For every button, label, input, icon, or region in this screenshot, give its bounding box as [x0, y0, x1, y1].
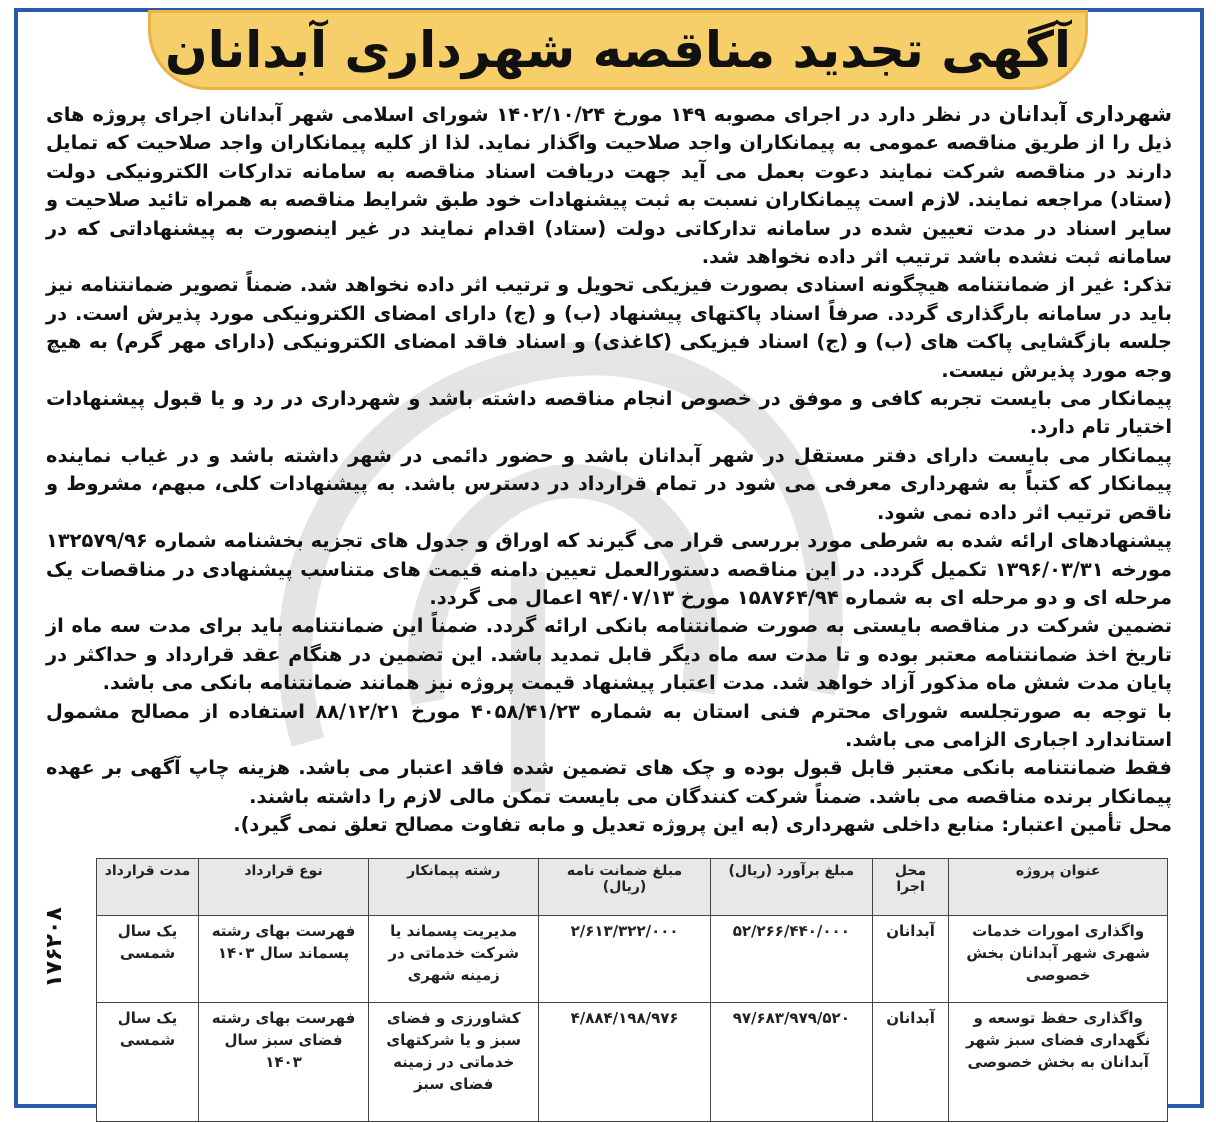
serial-number — [34, 882, 74, 1012]
header-type: نوع قرارداد — [199, 859, 369, 916]
cell-type: فهرست بهای رشته فضای سبز سال ۱۴۰۳ — [199, 1003, 369, 1122]
intro-paragraph — [46, 100, 1172, 271]
header-duration: مدت قرارداد — [97, 859, 199, 916]
table-header-row — [97, 859, 1168, 916]
paragraph-analysis: پیشنهادهای ارائه شده به شرطی مورد بررسی قرار می گیرند که اوراق و جدول های تجزیه بخشنامه شماره ۱۳۲۵۷۹/۹۶ مورخه ۱۳۹۶/۰۳/۳۱ تکمیل گردد. در این مناقصه دستورالعمل تعیین دامنه قیمت های متناسب پیشنهادی در مناقصات یک مرحله ای و دو مرحله ای به شماره ۱۵۸۷۶۴/۹۴ مورخ ۹۴/۰۷/۱۳ اعمال می گردد. — [46, 529, 1173, 609]
header-title: عنوان پروژه — [949, 859, 1168, 916]
cell-estimate: ۹۷/۶۸۳/۹۷۹/۵۲۰ — [710, 1003, 872, 1122]
advertisement-frame — [14, 8, 1204, 1108]
cell-guarantee: ۴/۸۸۴/۱۹۸/۹۷۶ — [539, 1003, 710, 1122]
intro-lead: شهرداری آبدانان — [998, 102, 1172, 126]
cell-duration: یک سال شمسی — [97, 916, 199, 1003]
cell-title: واگذاری امورات خدمات شهری شهر آبدانان بخش خصوصی — [949, 916, 1168, 1003]
cell-place: آبدانان — [872, 1003, 949, 1122]
serial-number-text: ۱۷۶۲۰۸ — [41, 906, 67, 988]
cell-place: آبدانان — [872, 916, 949, 1003]
paragraph-office: پیمانکار می بایست دارای دفتر مستقل در شهر آبدانان باشد و حضور دائمی در شهر داشته باشد و در غیاب نماینده پیمانکار که کتباً به شهرداری معرفی می شود در تمام قرارداد در دسترس باشد. به پیشنهادات کلی، مبهم، مشروط و ناقص ترتیب اثر داده نمی شود. — [46, 443, 1172, 524]
paragraph-bank-guarantee: فقط ضمانتنامه بانکی معتبر قابل قبول بوده و چک های تضمین شده فاقد اعتبار می باشد. هزینه چاپ آگهی بر عهده پیمانکار برنده مناقصه می باشد. ضمناً شرکت کنندگان می بایست تمکن مالی لازم را داشته باشند. — [46, 756, 1172, 808]
announcement-body — [46, 100, 1172, 840]
cell-title: واگذاری حفظ توسعه و نگهداری فضای سبز شهر آبدانان به بخش خصوصی — [949, 1003, 1168, 1122]
cell-duration: یک سال شمسی — [97, 1003, 199, 1122]
header-guarantee: مبلغ ضمانت نامه (ریال) — [539, 859, 710, 916]
header-place: محل اجرا — [872, 859, 949, 916]
paragraph-experience: پیمانکار می بایست تجربه کافی و موفق در خصوص انجام مناقصه داشته باشد و شهرداری در رد و یا قبول پیشنهادات اختیار تام دارد. — [46, 387, 1172, 439]
cell-type: فهرست بهای رشته پسماند سال ۱۴۰۳ — [199, 916, 369, 1003]
cell-field: مدیریت پسماند یا شرکت خدماتی در زمینه شهری — [369, 916, 539, 1003]
table-row — [97, 1003, 1168, 1122]
paragraph-funding: محل تأمین اعتبار: منابع داخلی شهرداری (به این پروژه تعدیل و مابه تفاوت مصالح تعلق نمی گیرد). — [233, 813, 1172, 837]
cell-guarantee: ۲/۶۱۳/۳۲۲/۰۰۰ — [539, 916, 710, 1003]
projects-table — [96, 858, 1168, 1122]
paragraph-guarantee: تضمین شرکت در مناقصه بایستی به صورت ضمانتنامه بانکی ارائه گردد. ضمناً این ضمانتنامه باید برای مدت سه ماه از تاریخ اخذ ضمانتنامه معتبر بوده و تا مدت سه ماه دیگر قابل تمدید باشد. این تضمین در هنگام عقد قرارداد و حداکثر در پایان مدت شش ماه مذکور آزاد خواهد شد. مدت اعتبار پیشنهاد قیمت پروژه نیز همانند ضمانتنامه بانکی می باشد. — [46, 614, 1172, 695]
cell-field: کشاورزی و فضای سبز و یا شرکتهای خدماتی در زمینه فضای سبز — [369, 1003, 539, 1122]
paragraph-standards: با توجه به صورتجلسه شورای محترم فنی استان به شماره ۴۰۵۸/۴۱/۲۳ مورخ ۸۸/۱۲/۲۱ استفاده از مصالح مشمول استاندارد اجباری الزامی می باشد. — [46, 699, 1172, 751]
header-field: رشته پیمانکار — [369, 859, 539, 916]
cell-estimate: ۵۲/۲۶۶/۴۴۰/۰۰۰ — [710, 916, 872, 1003]
paragraph-note: تذکر: غیر از ضمانتنامه هیچگونه اسنادی بصورت فیزیکی تحویل و ترتیب اثر داده نخواهد شد. ضمناً تصویر ضمانتنامه نیز باید در سامانه بارگذاری گردد. صرفاً اسناد پاکتهای پیشنهاد (ب) و (ج) دارای امضای الکترونیکی مورد پذیرش است. در جلسه بازگشایی پاکت های (ب) و (ج) اسناد فیزیکی (کاغذی) و اسناد فاقد امضای الکترونیکی (دارای مهر گرم) به هیچ وجه مورد پذیرش نیست. — [46, 273, 1172, 382]
intro-text: در نظر دارد در اجرای مصوبه ۱۴۹ مورخ ۱۴۰۲/۱۰/۲۴ شورای اسلامی شهر آبدانان اجرای پروژه های ذیل را از طریق مناقصه عمومی به پیمانکاران واجد صلاحیت واگذار نماید. لذا از کلیه پیمانکاران واجد صلاحیت که تمایل دارند در مناقصه شرکت نمایند دعوت بعمل می آید جهت دریافت اسناد مناقصه به سامانه تدارکات الکترونیکی دولت (ستاد) مراجعه نمایند. لازم است پیمانکاران نسبت به ثبت پیشنهادات خود طبق شرایط مناقصه به همراه تائید صلاحیت و سایر اسناد در مدت تعیین شده در سامانه تدارکاتی دولت (ستاد) اقدام نمایند در غیر اینصورت به پیشنهاداتی که در سامانه ثبت نشده باشد ترتیب اثر داده نخواهد شد. — [46, 103, 1172, 269]
header-estimate: مبلغ برآورد (ریال) — [710, 859, 872, 916]
page-title: آگهی تجدید مناقصه شهرداری آبدانان — [164, 21, 1072, 79]
title-banner — [148, 10, 1088, 90]
table-row — [97, 916, 1168, 1003]
